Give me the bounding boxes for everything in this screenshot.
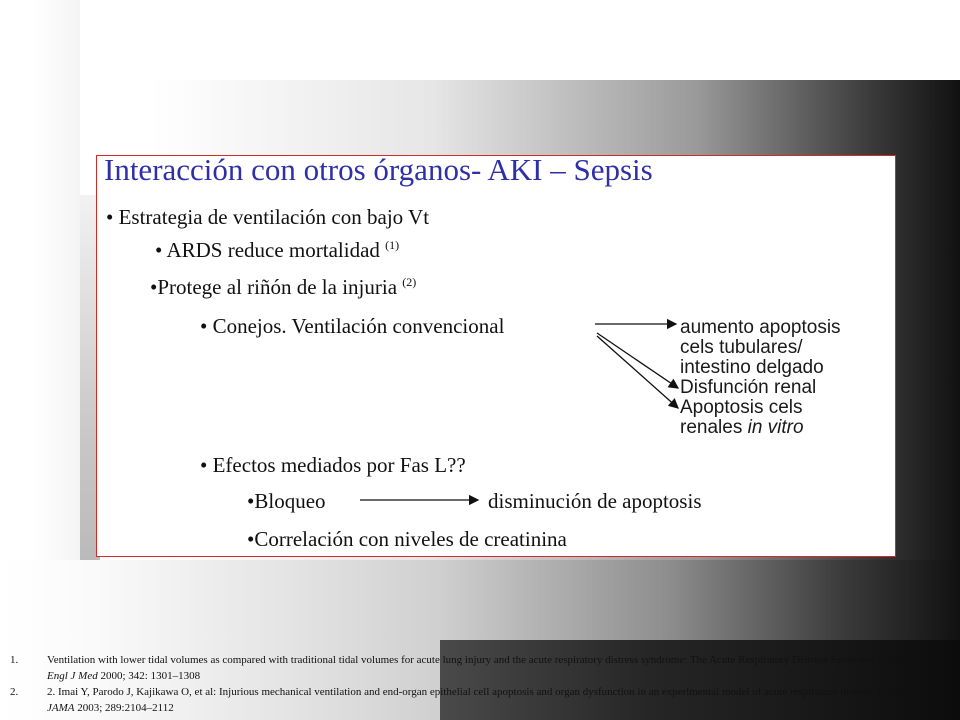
reference-body: Ventilation with lower tidal volumes as compared with traditional tidal volumes for acute lung injury and the acute respiratory distress syndrome: The Acute Respiratory Distress Syndrome Network. (47, 654, 923, 666)
reference-text (47, 652, 952, 684)
reference-journal: N Engl J Med (47, 654, 930, 682)
bullet-creatinine: •Correlación con niveles de creatinina (247, 527, 567, 551)
bullet-rabbits: • Conejos. Ventilación convencional (200, 314, 505, 338)
reference-citation: 2003; 289:2104–2112 (74, 702, 174, 714)
reference-number: 2. (10, 686, 19, 698)
bullet-low-vt-strategy: • Estrategia de ventilación con bajo Vt (106, 205, 430, 229)
bullet-fas-l: • Efectos mediados por Fas L?? (200, 453, 466, 477)
reference-item (0, 652, 960, 684)
reference-body: 2. Imai Y, Parodo J, Kajikawa O, et al: Injurious mechanical ventilation and end-organ epithelial cell apoptosis and organ dysfunction in an experimental model of acute respiratory distress syndrome. (47, 686, 923, 698)
reference-citation: 2000; 342: 1301–1308 (97, 670, 201, 682)
bullet-text: •Protege al riñón de la injuria (150, 275, 403, 299)
outcome-line: cels tubulares/ (680, 337, 803, 358)
blockade-result: disminución de apoptosis (488, 489, 702, 513)
reference-marker: (2) (402, 275, 417, 289)
outcome-line (680, 418, 841, 438)
bullet-blockade: •Bloqueo (247, 489, 326, 513)
outcome-text: renales (680, 417, 748, 438)
reference-marker: (1) (385, 238, 400, 252)
references (0, 652, 960, 716)
bullet-text: • ARDS reduce mortalidad (155, 238, 386, 262)
outcome-italic: in vitro (747, 417, 804, 438)
bullet-kidney-protection (150, 275, 416, 300)
reference-number: 1. (10, 654, 19, 666)
outcome-line: intestino delgado (680, 357, 824, 378)
outcome-line: aumento apoptosis (680, 317, 841, 338)
bullet-ards-mortality (155, 238, 399, 263)
outcome-line: Apoptosis cels (680, 397, 803, 418)
outcome-renal-dysfunction: Disfunción renal (680, 377, 817, 398)
slide-title: Interacción con otros órganos- AKI – Sepsis (104, 152, 653, 187)
outcome-apoptosis (680, 318, 841, 438)
reference-item (0, 684, 960, 716)
reference-journal: JAMA (47, 702, 75, 714)
reference-text (47, 684, 952, 716)
